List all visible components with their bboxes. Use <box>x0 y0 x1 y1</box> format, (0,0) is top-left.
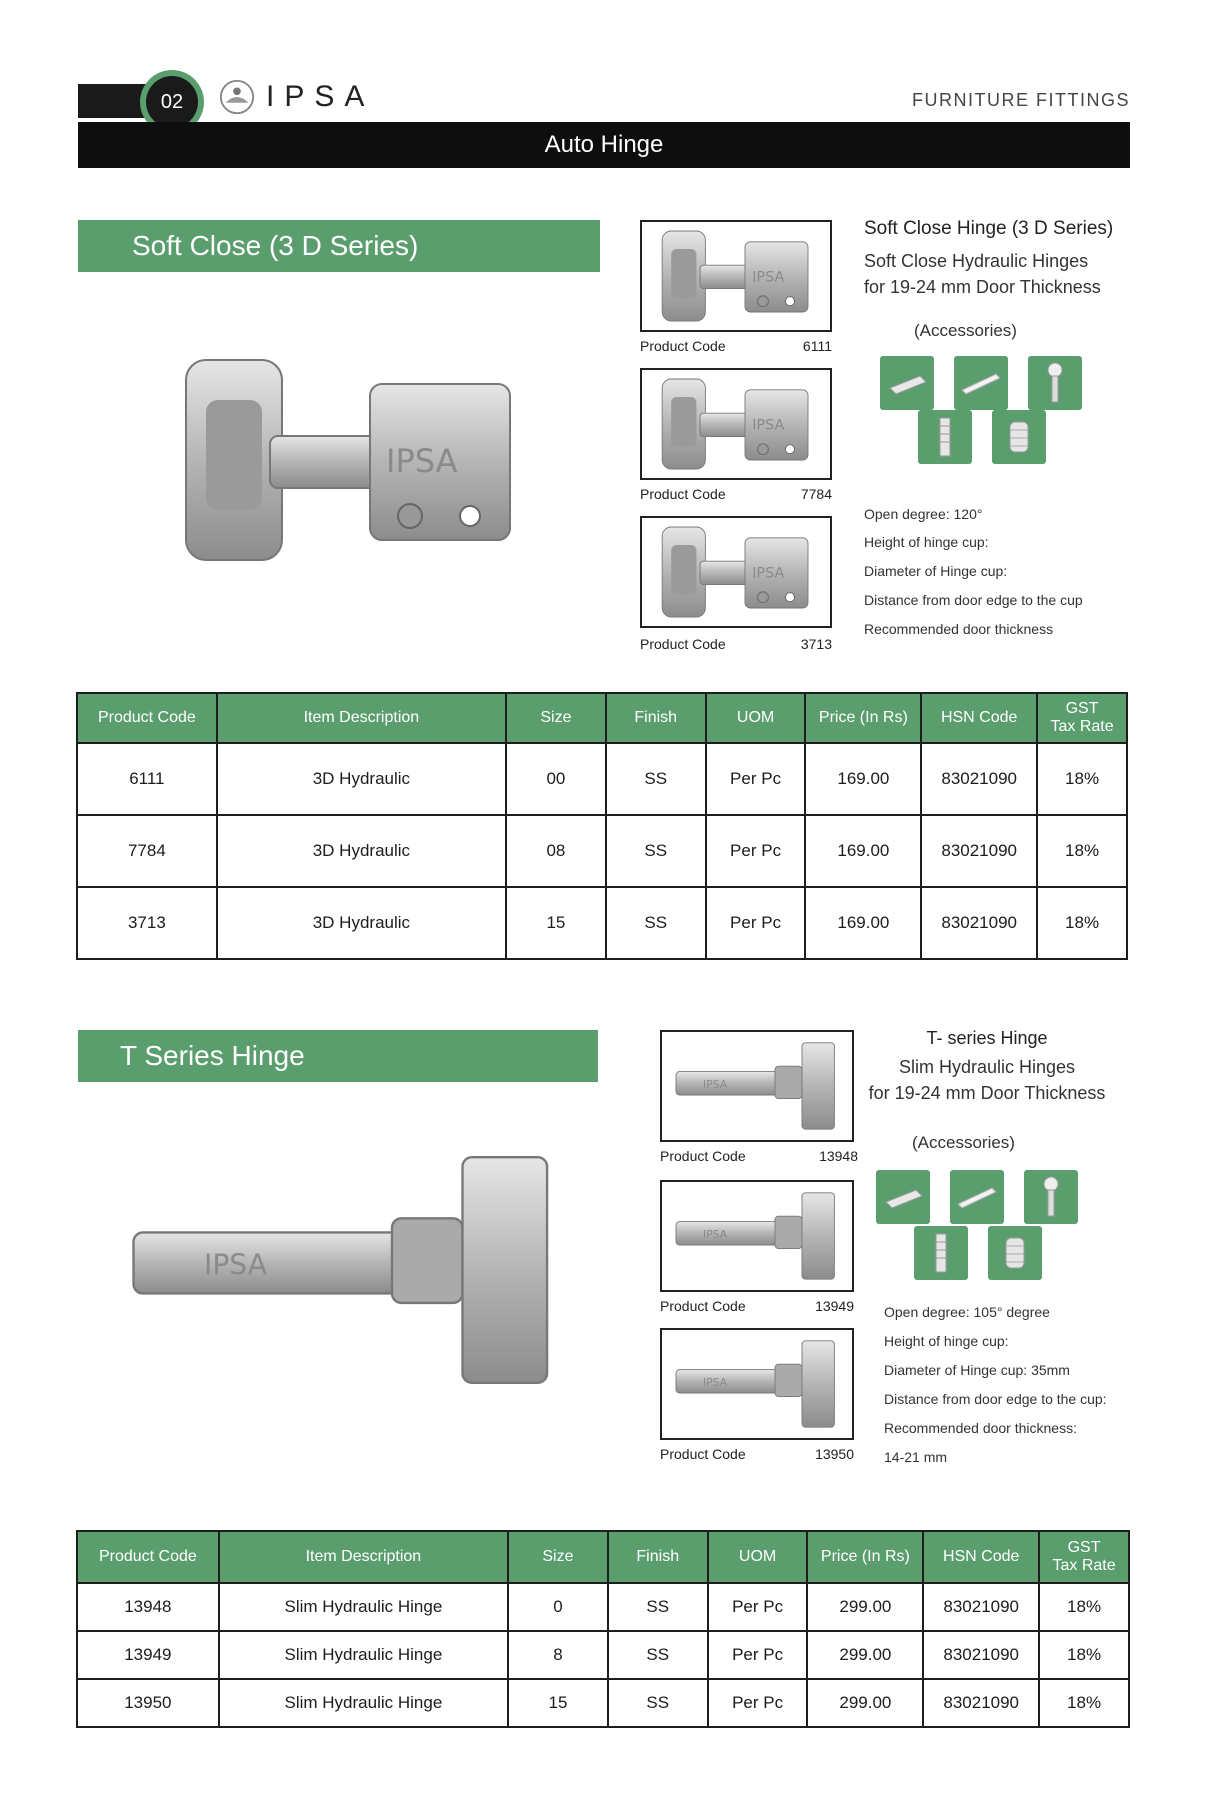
thumbnail-caption-label: Product Code <box>660 1446 746 1462</box>
spec-height-of-hinge-cup: Height of hinge cup: <box>884 1333 1009 1349</box>
cell-hsn-code: 83021090 <box>921 887 1037 959</box>
col-hsn-code: HSN Code <box>923 1531 1039 1583</box>
cell-size: 8 <box>508 1631 608 1679</box>
table-row <box>77 1631 1129 1679</box>
t-series-side-sub2: for 19-24 mm Door Thickness <box>868 1083 1106 1103</box>
cell-price: 299.00 <box>807 1583 923 1631</box>
table-header-row <box>77 1531 1129 1583</box>
cell-hsn-code: 83021090 <box>923 1679 1039 1727</box>
col-finish: Finish <box>606 693 706 743</box>
cell-price: 169.00 <box>805 815 921 887</box>
spec-recommended-thickness: Recommended door thickness <box>864 621 1054 637</box>
accessory-strip-icon <box>950 1170 1004 1224</box>
thumbnail-caption-label: Product Code <box>640 636 726 652</box>
cell-uom: Per Pc <box>708 1679 808 1727</box>
cell-size: 15 <box>508 1679 608 1727</box>
cell-finish: SS <box>608 1583 708 1631</box>
spec-recommended-thickness: Recommended door thickness: <box>884 1420 1077 1436</box>
thumbnail-caption-label: Product Code <box>660 1298 746 1314</box>
soft-close-accessories-label: (Accessories) <box>914 321 1017 340</box>
accessory-insert-icon <box>992 410 1046 464</box>
thumbnail-caption <box>640 338 832 354</box>
cell-uom: Per Pc <box>706 887 806 959</box>
product-thumbnail <box>660 1030 854 1142</box>
t-series-price-table <box>76 1530 1130 1728</box>
cell-gst: 18% <box>1039 1583 1129 1631</box>
col-gst-label: GST <box>1065 700 1099 717</box>
thumbnail-caption-code: 13949 <box>815 1298 854 1314</box>
page-title: Auto Hinge <box>78 122 1130 168</box>
thumbnail-caption-code: 13948 <box>819 1148 858 1164</box>
thumbnail-caption <box>640 636 832 652</box>
cell-price: 169.00 <box>805 743 921 815</box>
product-thumbnail <box>660 1328 854 1440</box>
t-series-accessories-label: (Accessories) <box>912 1133 1015 1152</box>
section-label: FURNITURE FITTINGS <box>912 90 1130 110</box>
cell-uom: Per Pc <box>708 1631 808 1679</box>
spec-thickness-range: 14-21 mm <box>884 1449 948 1465</box>
cell-size: 15 <box>506 887 606 959</box>
cell-finish: SS <box>606 887 706 959</box>
col-uom: UOM <box>708 1531 808 1583</box>
accessory-screw-icon <box>1024 1170 1078 1224</box>
col-size: Size <box>508 1531 608 1583</box>
col-product-code: Product Code <box>77 1531 219 1583</box>
soft-close-banner: Soft Close (3 D Series) <box>78 220 600 272</box>
cell-uom: Per Pc <box>708 1583 808 1631</box>
cell-gst: 18% <box>1039 1679 1129 1727</box>
cell-hsn-code: 83021090 <box>923 1583 1039 1631</box>
cell-finish: SS <box>606 743 706 815</box>
thumbnail-caption-label: Product Code <box>640 338 726 354</box>
spec-diameter-of-hinge-cup: Diameter of Hinge cup: <box>864 563 1008 579</box>
thumbnail-caption-code: 7784 <box>800 486 832 502</box>
product-thumbnail <box>640 516 832 628</box>
cell-finish: SS <box>608 1679 708 1727</box>
col-item-description: Item Description <box>219 1531 508 1583</box>
soft-close-price-table <box>76 692 1128 960</box>
thumbnail-caption-label: Product Code <box>640 486 726 502</box>
table-row <box>77 815 1127 887</box>
spec-distance-from-edge: Distance from door edge to the cup: <box>884 1391 1107 1407</box>
cell-product-code: 13950 <box>77 1679 219 1727</box>
spec-open-degree: Open degree: 105° degree <box>884 1304 1050 1320</box>
soft-close-side-sub2: for 19-24 mm Door Thickness <box>864 277 1101 297</box>
spec-distance-from-edge: Distance from door edge to the cup <box>864 592 1083 608</box>
col-gst-tax-rate <box>1037 693 1127 743</box>
cell-product-code: 7784 <box>77 815 217 887</box>
cell-size: 0 <box>508 1583 608 1631</box>
thumbnail-caption-label: Product Code <box>660 1148 746 1164</box>
cell-uom: Per Pc <box>706 743 806 815</box>
cell-item-description: 3D Hydraulic <box>217 887 506 959</box>
spec-open-degree: Open degree: 120° <box>864 506 983 522</box>
thumbnail-caption <box>660 1148 858 1164</box>
col-tax-rate-label: Tax Rate <box>1052 1557 1116 1574</box>
table-row <box>77 1583 1129 1631</box>
thumbnail-caption <box>660 1298 854 1314</box>
thumbnail-caption-code: 6111 <box>802 338 832 354</box>
brand-logo-icon <box>218 78 256 116</box>
product-thumbnail <box>660 1180 854 1292</box>
table-header-row <box>77 693 1127 743</box>
t-series-hinge-image <box>110 1120 580 1420</box>
thumbnail-caption-code: 13950 <box>815 1446 854 1462</box>
thumbnail-caption <box>660 1446 854 1462</box>
t-series-side-title: T- series Hinge <box>926 1028 1048 1048</box>
cell-gst: 18% <box>1037 887 1127 959</box>
table-row <box>77 743 1127 815</box>
cell-product-code: 6111 <box>77 743 217 815</box>
accessory-insert-icon <box>988 1226 1042 1280</box>
thumbnail-caption <box>640 486 832 502</box>
col-gst-tax-rate <box>1039 1531 1129 1583</box>
cell-gst: 18% <box>1039 1631 1129 1679</box>
cell-size: 00 <box>506 743 606 815</box>
spec-diameter-of-hinge-cup: Diameter of Hinge cup: 35mm <box>884 1362 1070 1378</box>
cell-price: 299.00 <box>807 1631 923 1679</box>
cell-product-code: 13949 <box>77 1631 219 1679</box>
soft-close-hinge-image <box>140 340 560 580</box>
thumbnail-caption-code: 3713 <box>800 636 832 652</box>
col-gst-label: GST <box>1067 1539 1101 1556</box>
t-series-banner: T Series Hinge <box>78 1030 598 1082</box>
cell-gst: 18% <box>1037 815 1127 887</box>
brand-name: IPSA <box>266 80 375 113</box>
col-item-description: Item Description <box>217 693 506 743</box>
col-finish: Finish <box>608 1531 708 1583</box>
cell-product-code: 13948 <box>77 1583 219 1631</box>
product-thumbnail <box>640 220 832 332</box>
accessory-plate-icon <box>880 356 934 410</box>
accessory-strip-icon <box>954 356 1008 410</box>
accessory-dowel-screw-icon <box>918 410 972 464</box>
col-hsn-code: HSN Code <box>921 693 1037 743</box>
accessory-plate-icon <box>876 1170 930 1224</box>
col-uom: UOM <box>706 693 806 743</box>
page-number: 02 <box>146 76 198 128</box>
accessory-screw-icon <box>1028 356 1082 410</box>
table-row <box>77 887 1127 959</box>
col-price: Price (In Rs) <box>807 1531 923 1583</box>
cell-item-description: 3D Hydraulic <box>217 743 506 815</box>
cell-item-description: Slim Hydraulic Hinge <box>219 1583 508 1631</box>
cell-uom: Per Pc <box>706 815 806 887</box>
col-size: Size <box>506 693 606 743</box>
spec-height-of-hinge-cup: Height of hinge cup: <box>864 534 989 550</box>
soft-close-side-title: Soft Close Hinge (3 D Series) <box>864 218 1114 239</box>
col-price: Price (In Rs) <box>805 693 921 743</box>
cell-hsn-code: 83021090 <box>921 815 1037 887</box>
accessory-dowel-screw-icon <box>914 1226 968 1280</box>
cell-finish: SS <box>606 815 706 887</box>
cell-item-description: Slim Hydraulic Hinge <box>219 1631 508 1679</box>
table-row <box>77 1679 1129 1727</box>
cell-item-description: Slim Hydraulic Hinge <box>219 1679 508 1727</box>
cell-size: 08 <box>506 815 606 887</box>
cell-gst: 18% <box>1037 743 1127 815</box>
cell-product-code: 3713 <box>77 887 217 959</box>
cell-item-description: 3D Hydraulic <box>217 815 506 887</box>
col-product-code: Product Code <box>77 693 217 743</box>
col-tax-rate-label: Tax Rate <box>1050 718 1114 735</box>
cell-price: 299.00 <box>807 1679 923 1727</box>
cell-finish: SS <box>608 1631 708 1679</box>
product-thumbnail <box>640 368 832 480</box>
cell-hsn-code: 83021090 <box>923 1631 1039 1679</box>
cell-price: 169.00 <box>805 887 921 959</box>
t-series-side-sub1: Slim Hydraulic Hinges <box>898 1057 1076 1077</box>
cell-hsn-code: 83021090 <box>921 743 1037 815</box>
soft-close-side-sub1: Soft Close Hydraulic Hinges <box>864 251 1089 271</box>
